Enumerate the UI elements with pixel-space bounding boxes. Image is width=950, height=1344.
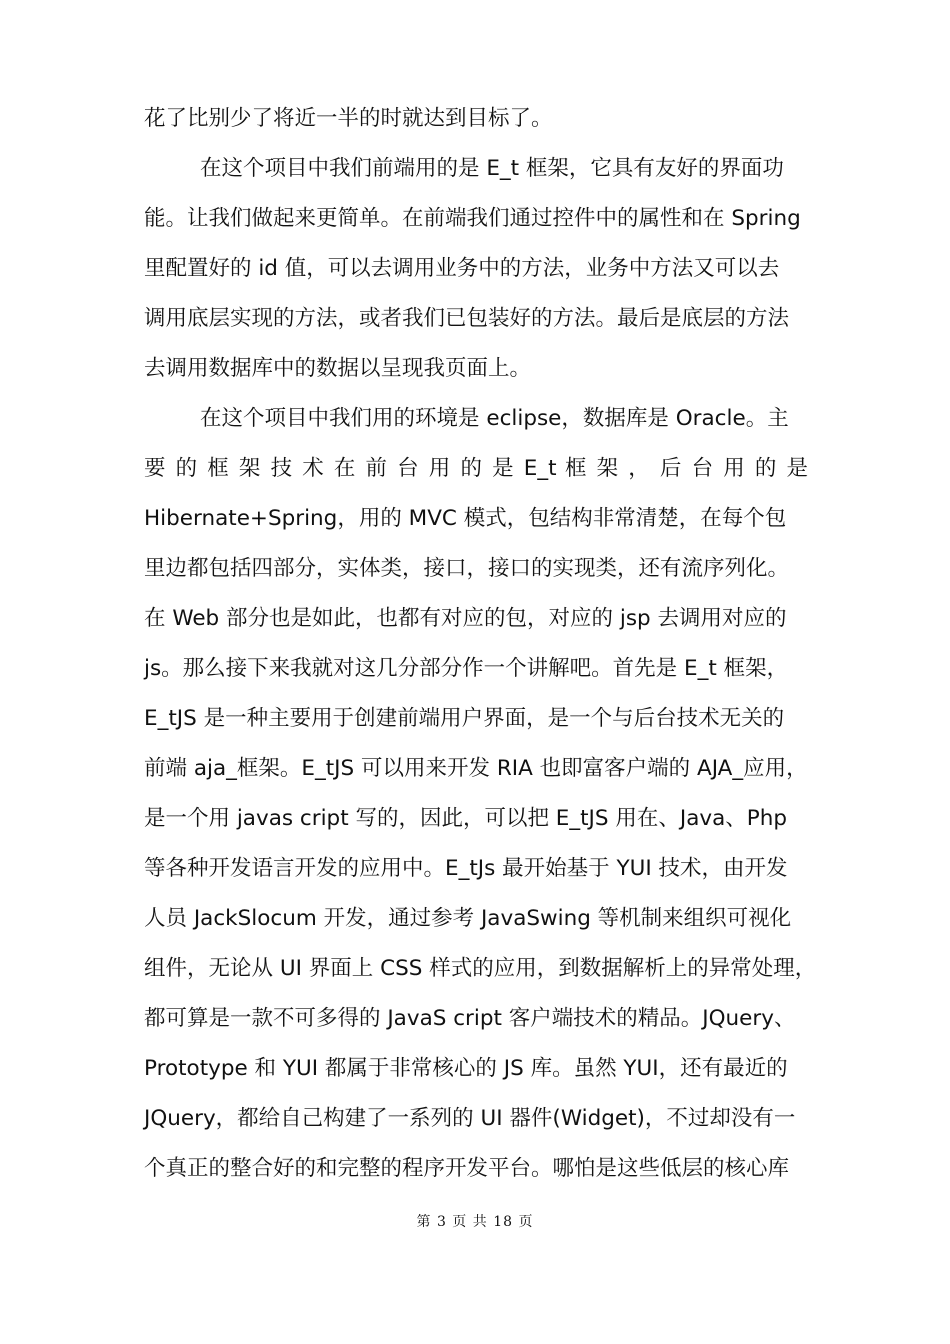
text-line: Prototype 和 YUI 都属于非常核心的 JS 库。虽然 YUI，还有最近的 <box>144 1056 788 1081</box>
text-line: 个真正的整合好的和完整的程序开发平台。哪怕是这些低层的核心库 <box>144 1156 790 1181</box>
page-number-label: 第 3 页 共 18 页 <box>416 1214 534 1230</box>
text-line: 等各种开发语言开发的应用中。E_tJs 最开始基于 YUI 技术，由开发 <box>144 856 788 881</box>
page-footer <box>0 1210 950 1234</box>
text-line: 能。让我们做起来更简单。在前端我们通过控件中的属性和在 Spring <box>144 206 801 231</box>
text-line: 人员 JackSlocum 开发，通过参考 JavaSwing 等机制来组织可视化 <box>144 906 792 931</box>
text-line: 花了比别少了将近一半的时就达到目标了。 <box>144 106 553 131</box>
text-line: 组件，无论从 UI 界面上 CSS 样式的应用，到数据解析上的异常处理， <box>144 956 817 981</box>
text-line: 要 的 框 架 技 术 在 前 台 用 的 是 E_t 框 架 ， 后 台 用 的 是 <box>144 456 808 481</box>
text-line: 调用底层实现的方法，或者我们已包装好的方法。最后是底层的方法 <box>144 306 790 331</box>
text-line: 都可算是一款不可多得的 JavaS cript 客户端技术的精品。JQuery、 <box>144 1006 796 1031</box>
text-line: JQuery，都给自己构建了一系列的 UI 器件(Widget)，不过却没有一 <box>144 1106 796 1131</box>
paragraph-start-line: 在这个项目中我们前端用的是 E_t 框架，它具有友好的界面功 <box>200 156 784 181</box>
text-line: 去调用数据库中的数据以呈现我页面上。 <box>144 356 532 381</box>
text-line: 前端 aja_框架。E_tJS 可以用来开发 RIA 也即富客户端的 AJA_应用， <box>144 756 808 781</box>
text-line: 里配置好的 id 值，可以去调用业务中的方法，业务中方法又可以去 <box>144 256 780 281</box>
text-line: Hibernate+Spring，用的 MVC 模式，包结构非常清楚，在每个包 <box>144 506 787 531</box>
text-line: 是一个用 javas cript 写的，因此，可以把 E_tJS 用在、Java、Php <box>144 806 788 831</box>
text-line: 在 Web 部分也是如此，也都有对应的包，对应的 jsp 去调用对应的 <box>144 606 787 631</box>
text-line: E_tJS 是一种主要用于创建前端用户界面，是一个与后台技术无关的 <box>144 706 785 731</box>
text-line: 里边都包括四部分，实体类，接口，接口的实现类，还有流序列化。 <box>144 556 790 581</box>
paragraph-start-line: 在这个项目中我们用的环境是 eclipse，数据库是 Oracle。主 <box>200 406 789 431</box>
text-line: js。那么接下来我就对这几分部分作一个讲解吧。首先是 E_t 框架， <box>144 656 789 681</box>
body-text <box>144 94 817 1194</box>
